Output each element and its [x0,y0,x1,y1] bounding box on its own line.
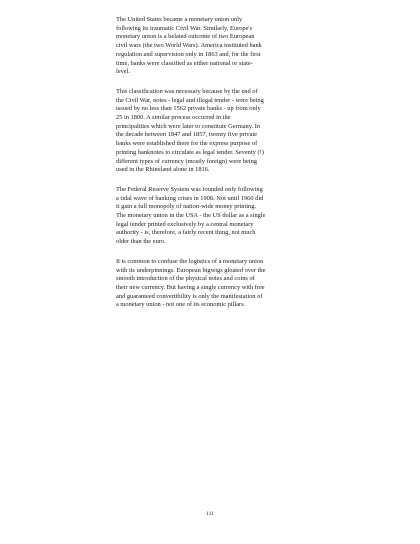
text-line: regulation and supervision only in 1863 and, for the first [116,50,261,58]
text-line: used in the Rhineland alone in 1816. [116,166,210,174]
paragraph-1 [116,16,316,77]
text-line: This classification was necessary because by the end of [116,87,258,95]
text-line: It is common to confuse the logistics of a monetary union [116,257,264,265]
text-line: The Federal Reserve System was founded only following [116,185,263,193]
text-line: a monetary union - not one of its economic pillars. [116,301,246,309]
text-line: following its traumatic Civil War. Similarly, Europe's [116,24,253,32]
text-line: time, banks were classified as either national or state- [116,59,253,67]
text-line: banks were established there for the express purpose of [116,140,258,148]
paragraph-4 [116,258,316,310]
paragraph-3 [116,186,316,247]
text-line: authority - is, therefore, a fairly recent thing, not much [116,229,256,237]
text-line: older than the euro. [116,238,166,246]
text-line: legal tender printed exclusively by a central monetary [116,220,254,228]
text-line: a tidal wave of banking crises in 1908. Not until 1960 did [116,194,264,202]
paragraph-2 [116,88,316,175]
text-line: their new currency. But having a single currency with free [116,283,265,291]
text-line: principalities which were later to constitute Germany. In [116,122,261,130]
text-line: the Civil War, notes - legal and illegal tender - were being [116,96,264,104]
text-line: level. [116,68,131,76]
text-line: issued by no less than 1562 private banks - up from only [116,105,261,113]
page-number: 111 [206,511,214,517]
text-line: civil wars (the two World Wars). America instituted bank [116,42,262,50]
text-line: monetary union is a belated outcome of two European [116,33,255,41]
text-line: The United States became a monetary union only [116,16,243,23]
text-line: smooth introduction of the physical notes and coins of [116,275,255,283]
text-line: it gain a full monopoly of nation-wide money printing. [116,203,257,211]
text-line: and guaranteed convertibility is only the manifestation of [116,292,263,300]
text-line: the decade between 1847 and 1857, twenty five private [116,131,258,139]
body-text [116,16,316,321]
text-line: different types of currency (mostly foreign) were being [116,157,257,165]
text-line: The monetary union in the USA - the US dollar as a single [116,212,266,220]
text-line: 25 in 1800. A similar process occurred in the [116,114,231,122]
text-line: with its underpinnings. European bigwigs gloated over the [116,266,266,274]
text-line: printing banknotes to circulate as legal tender. Seventy (!) [116,148,264,156]
